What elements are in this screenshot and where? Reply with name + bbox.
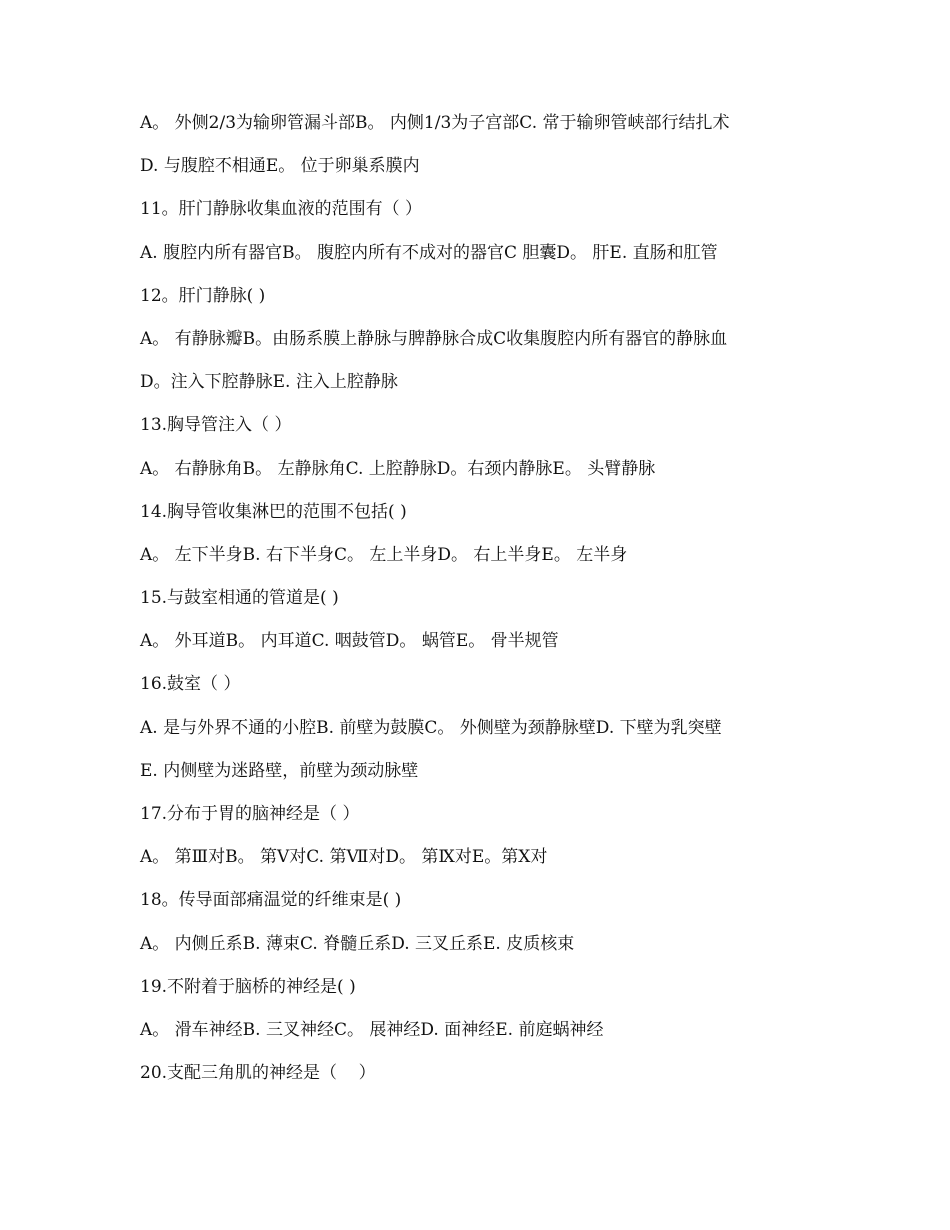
text-line: A。 外侧2/3为输卵管漏斗部B。 内侧1/3为子宫部C. 常于输卵管峡部行结扎术 [140, 113, 730, 133]
text-line: A. 是与外界不通的小腔B. 前壁为鼓膜C。 外侧壁为颈静脉壁D. 下壁为乳突壁 [140, 717, 722, 738]
question-16: 16.鼓室（ ） [140, 674, 241, 695]
question-18: 18。传导面部痛温觉的纤维束是( ) [140, 890, 402, 911]
text-line: A。 左下半身B. 右下半身C。 左上半身D。 右上半身E。 左半身 [140, 544, 628, 565]
text-line: A。 内侧丘系B. 薄束C. 脊髓丘系D. 三叉丘系E. 皮质核束 [140, 933, 575, 954]
question-19: 19.不附着于脑桥的神经是( ) [140, 976, 356, 997]
text-line: A. 腹腔内所有器官B。 腹腔内所有不成对的器官C 胆囊D。 肝E. 直肠和肛管 [140, 242, 718, 263]
text-line: D。注入下腔静脉E. 注入上腔静脉 [140, 372, 398, 393]
text-line: D. 与腹腔不相通E。 位于卵巢系膜内 [140, 156, 420, 177]
question-13: 13.胸导管注入（ ） [140, 415, 292, 436]
question-20: 20.支配三角肌的神经是（ ） [140, 1063, 376, 1084]
text-line: A。 右静脉角B。 左静脉角C. 上腔静脉D。右颈内静脉E。 头臂静脉 [140, 458, 656, 479]
question-11: 11。肝门静脉收集血液的范围有（ ） [140, 199, 423, 220]
question-17: 17.分布于胃的脑神经是（ ） [140, 804, 360, 824]
question-14: 14.胸导管收集淋巴的范围不包括( ) [140, 501, 407, 522]
question-12: 12。肝门静脉( ) [140, 285, 266, 306]
text-line: A。 外耳道B。 内耳道C. 咽鼓管D。 蜗管E。 骨半规管 [140, 631, 559, 652]
question-text [140, 108, 840, 1101]
text-line: E. 内侧壁为迷路壁，前壁为颈动脉壁 [140, 760, 419, 781]
text-line: A。 有静脉瓣B。由肠系膜上静脉与脾静脉合成C收集腹腔内所有器官的静脉血 [140, 328, 728, 349]
text-line: A。 第Ⅲ对B。 第Ⅴ对C. 第Ⅶ对D。 第Ⅸ对E。第Ⅹ对 [140, 847, 548, 868]
text-line: A。 滑车神经B. 三叉神经C。 展神经D. 面神经E. 前庭蜗神经 [140, 1019, 604, 1040]
question-15: 15.与鼓室相通的管道是( ) [140, 588, 339, 609]
